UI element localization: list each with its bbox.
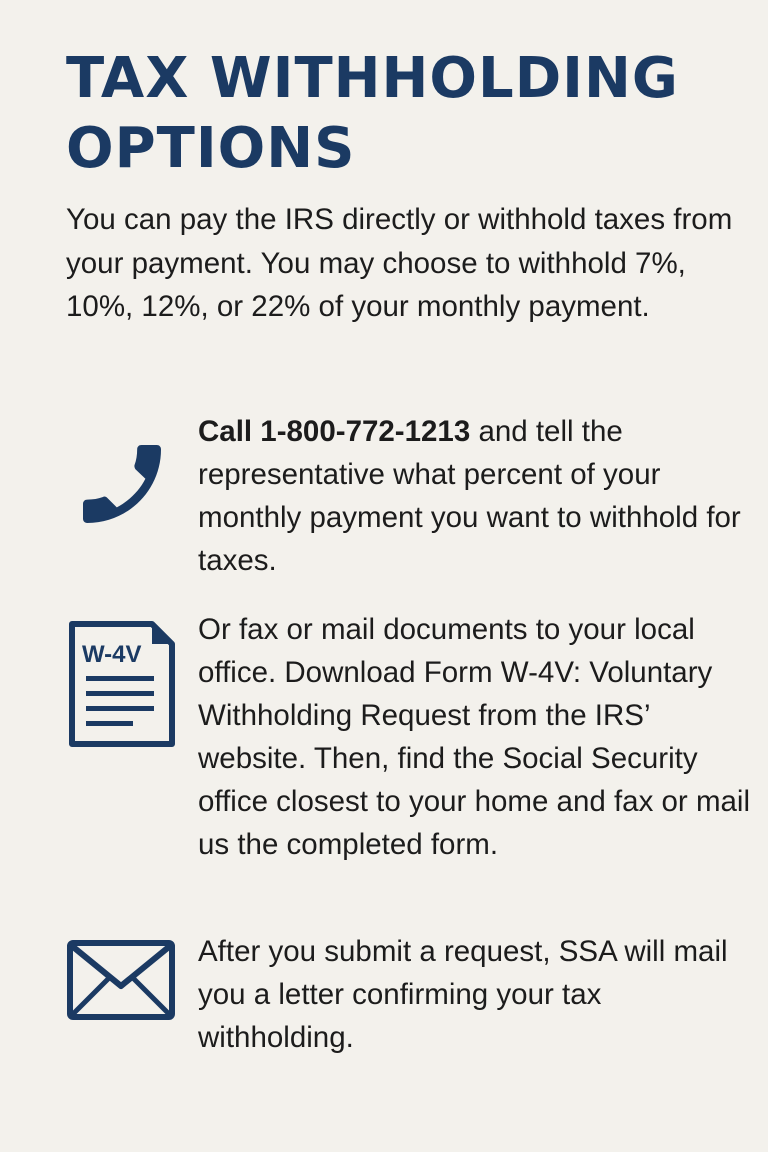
- page-title: TAX WITHHOLDING OPTIONS: [66, 46, 679, 181]
- form-instructions: Or fax or mail documents to your local office. Download Form W-4V: Voluntary Withholding Request from the IRS’ website. Then, find the Social Security office closest to your home and fax or mail us the completed form.: [198, 613, 751, 861]
- phone-number[interactable]: Call 1-800-772-1213: [198, 415, 471, 448]
- phone-icon: [70, 432, 174, 541]
- intro-text: You can pay the IRS directly or withhold taxes from your payment. You may choose to withhold 7%, 10%, 12%, or 22% of your monthly payment.: [66, 203, 733, 323]
- document-icon-label: W-4V: [82, 641, 142, 668]
- envelope-icon: [67, 940, 175, 1025]
- phone-instructions: [198, 410, 758, 582]
- document-icon: [68, 620, 176, 753]
- phone-text: and tell the representative what percent of your monthly payment you want to withhold for taxes.: [198, 415, 741, 577]
- mail-confirmation-text: After you submit a request, SSA will mail you a letter confirming your tax withholding.: [198, 935, 728, 1054]
